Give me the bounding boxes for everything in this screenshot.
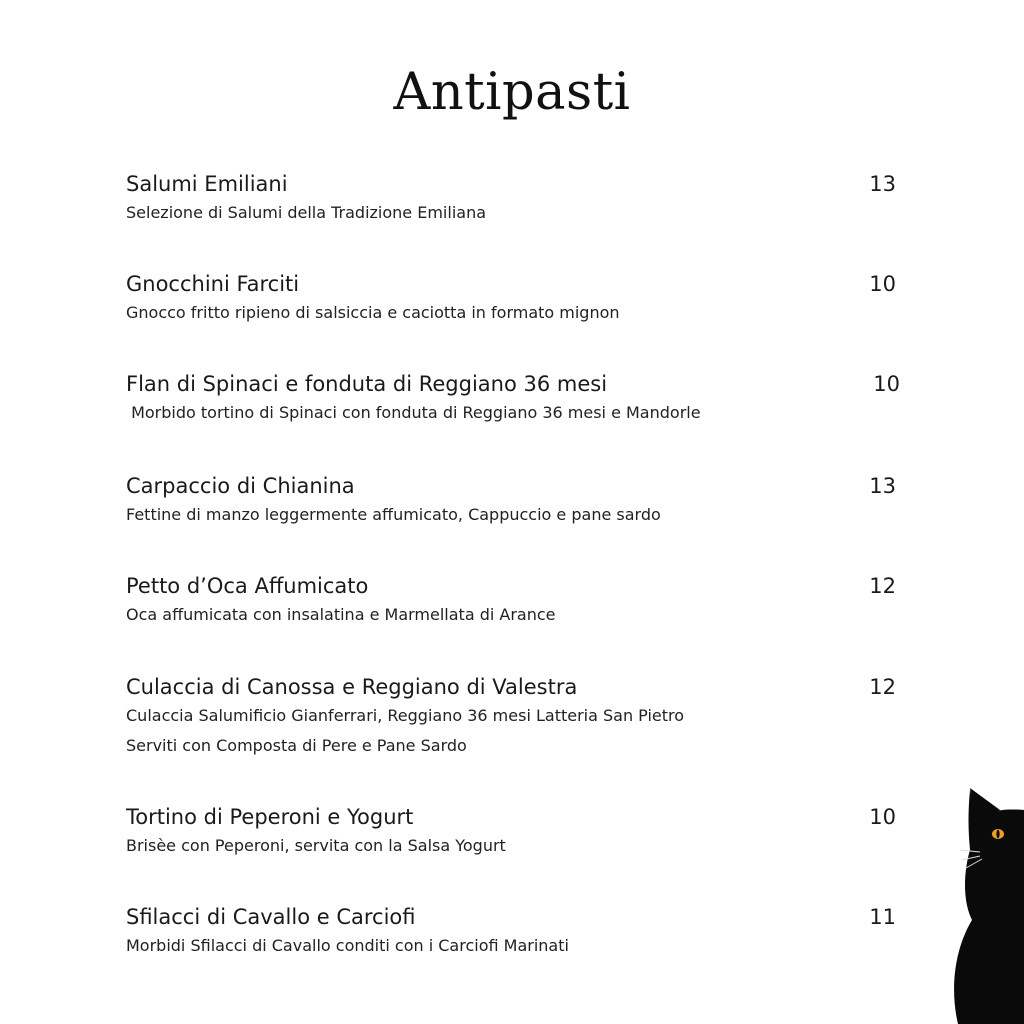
item-name: Tortino di Peperoni e Yogurt — [126, 805, 414, 829]
menu-item — [126, 903, 906, 961]
item-description: Oca affumicata con insalatina e Marmellata di Arance — [126, 605, 556, 624]
item-description: Fettine di manzo leggermente affumicato, Cappuccio e pane sardo — [126, 505, 661, 524]
item-price: 10 — [869, 272, 896, 296]
menu-item — [126, 572, 906, 630]
menu-item — [126, 673, 906, 761]
black-cat-icon — [940, 780, 1024, 1024]
menu-item — [126, 803, 906, 861]
item-description: Gnocco fritto ripieno di salsiccia e caciotta in formato mignon — [126, 303, 620, 322]
menu-item — [126, 370, 906, 428]
item-description: Serviti con Composta di Pere e Pane Sardo — [126, 736, 467, 755]
menu-item — [126, 270, 906, 328]
item-name: Carpaccio di Chianina — [126, 474, 355, 498]
item-description: Culaccia Salumificio Gianferrari, Reggiano 36 mesi Latteria San Pietro — [126, 706, 685, 725]
item-price: 12 — [869, 675, 896, 699]
cat-pupil — [996, 830, 999, 838]
menu-item — [126, 472, 906, 530]
item-name: Flan di Spinaci e fonduta di Reggiano 36 mesi — [126, 372, 608, 396]
item-price: 13 — [869, 474, 896, 498]
item-description: Morbido tortino di Spinaci con fonduta di Reggiano 36 mesi e Mandorle — [126, 403, 701, 422]
item-description: Morbidi Sfilacci di Cavallo conditi con i Carciofi Marinati — [126, 936, 569, 955]
item-name: Gnocchini Farciti — [126, 272, 300, 296]
item-name: Salumi Emiliani — [126, 172, 288, 196]
item-price: 10 — [869, 805, 896, 829]
item-description: Brisèe con Peperoni, servita con la Salsa Yogurt — [126, 836, 506, 855]
item-price: 11 — [869, 905, 896, 929]
item-price: 10 — [873, 372, 900, 396]
item-price: 13 — [869, 172, 896, 196]
item-description: Selezione di Salumi della Tradizione Emiliana — [126, 203, 487, 222]
menu-title: Antipasti — [393, 63, 631, 122]
item-name: Sfilacci di Cavallo e Carciofi — [126, 905, 416, 929]
menu-item — [126, 170, 906, 228]
item-name: Petto d’Oca Affumicato — [126, 574, 369, 598]
item-name: Culaccia di Canossa e Reggiano di Valestra — [126, 675, 578, 699]
item-price: 12 — [869, 574, 896, 598]
cat-body — [954, 790, 1024, 1024]
